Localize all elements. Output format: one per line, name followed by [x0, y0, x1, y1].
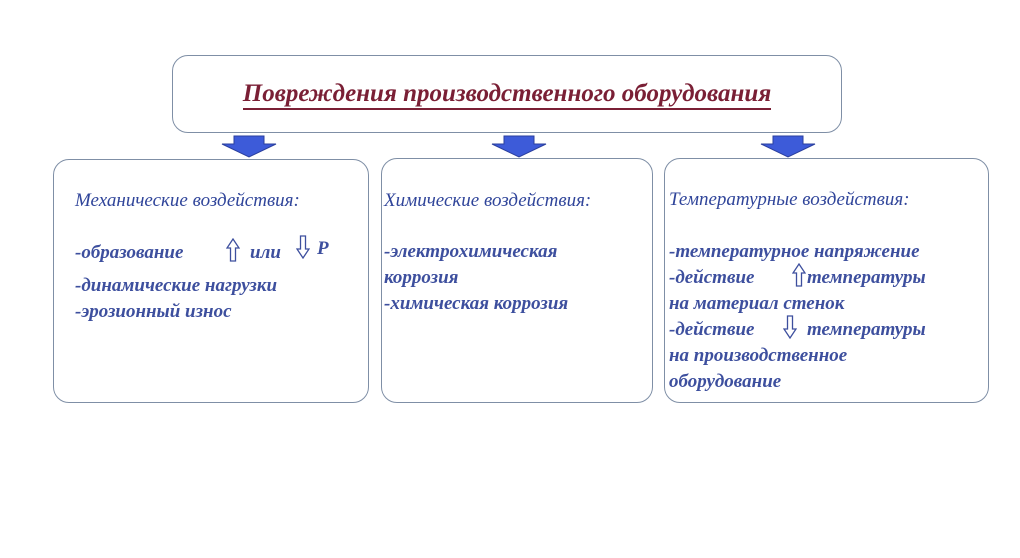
card-heading: Температурные воздействия:	[669, 189, 910, 210]
list-item: -электрохимическая	[384, 241, 558, 262]
list-item: -действие	[669, 319, 755, 340]
list-item: -образование	[75, 242, 184, 263]
up-arrow-icon	[792, 263, 806, 287]
arrow-1-down-icon	[220, 133, 278, 159]
arrow-3-down-icon	[759, 133, 817, 159]
list-item: температуры	[807, 319, 926, 340]
arrow-2-down-icon	[490, 133, 548, 159]
list-item: на материал стенок	[669, 293, 845, 314]
mechanical-card	[53, 159, 369, 403]
down-arrow-icon	[783, 315, 797, 339]
list-item: -действие	[669, 267, 755, 288]
up-arrow-icon	[226, 238, 240, 262]
list-item: -химическая коррозия	[384, 293, 569, 314]
diagram-title	[173, 80, 841, 108]
title-box	[172, 55, 842, 133]
title-label: Повреждения производственного оборудования	[243, 80, 771, 110]
list-item: на производственное	[669, 345, 848, 366]
card-heading: Химические воздействия:	[384, 190, 592, 211]
list-item: P	[317, 238, 329, 259]
list-item: -эрозионный износ	[75, 301, 232, 322]
down-arrow-icon	[296, 235, 310, 259]
list-item: температуры	[807, 267, 926, 288]
list-item: или	[250, 242, 281, 263]
list-item: -температурное напряжение	[669, 241, 920, 262]
list-item: коррозия	[384, 267, 459, 288]
list-item: оборудование	[669, 371, 782, 392]
list-item: -динамические нагрузки	[75, 275, 278, 296]
card-heading: Механические воздействия:	[75, 190, 300, 211]
temperature-card	[664, 158, 989, 403]
chemical-card	[381, 158, 653, 403]
